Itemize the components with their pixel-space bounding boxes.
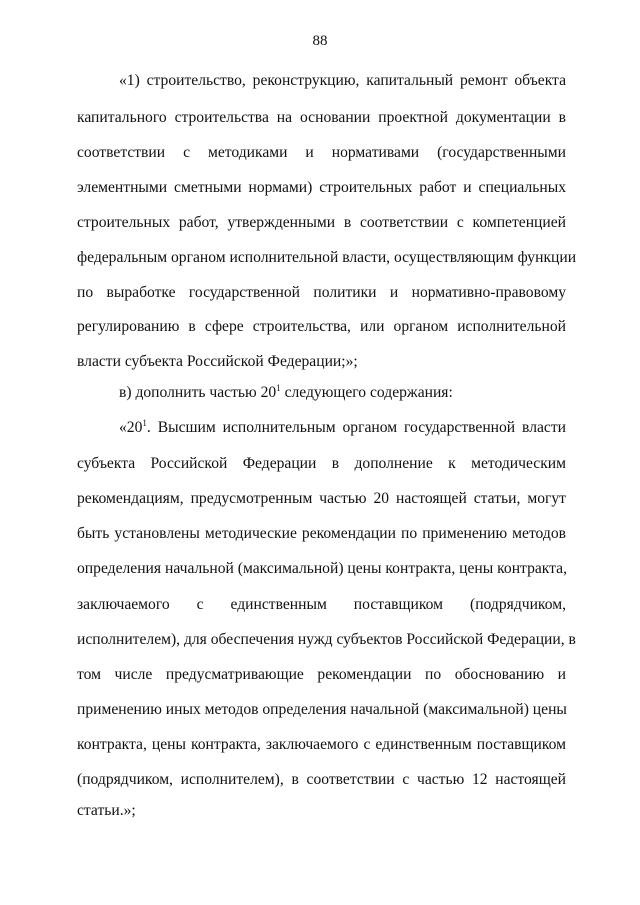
paragraph-2-line-1 [119, 383, 566, 403]
paragraph-1-line-5: строительных работ, утвержденными в соответствии с компетенцией [77, 214, 566, 231]
paragraph-3-line-6: заключаемого с единственным поставщиком (подрядчиком, [77, 596, 566, 613]
paragraph-1-line-4: элементными сметными нормами) строительных работ и специальных [77, 179, 566, 196]
paragraph-1-line-9: власти субъекта Российской Федерации;»; [77, 353, 358, 370]
paragraph-3-line-10: контракта, цены контракта, заключаемого с единственным поставщиком [77, 736, 566, 753]
paragraph-3-text-before-sup: «20 [119, 419, 143, 436]
paragraph-3-line-5: определения начальной (максимальной) цены контракта, цены контракта, [77, 560, 567, 577]
paragraph-3-line-3: рекомендациям, предусмотренным частью 20 настоящей статьи, могут [77, 490, 566, 507]
paragraph-1-line-2: капитального строительства на основании проектной документации в [77, 109, 566, 126]
page-number: 88 [312, 33, 328, 49]
paragraph-1-line-7: по выработке государственной политики и нормативно-правовому [77, 284, 566, 301]
paragraph-1-line-8: регулированию в сфере строительства, или органом исполнительной [77, 318, 566, 335]
paragraph-1-line-3: соответствии с методиками и нормативами (государственными [77, 144, 566, 161]
paragraph-3-line-12: статьи.»; [77, 802, 136, 819]
paragraph-3-line-4: быть установлены методические рекомендации по применению методов [77, 525, 566, 542]
paragraph-1-line-1: «1) строительство, реконструкцию, капитальный ремонт объекта [119, 72, 566, 89]
paragraph-3-superscript: 1 [142, 418, 147, 428]
paragraph-3-line-11: (подрядчиком, исполнителем), в соответствии с частью 12 настоящей [77, 771, 566, 788]
paragraph-3-line-2: субъекта Российской Федерации в дополнение к методическим [77, 455, 566, 472]
paragraph-2-text-before-sup: в) дополнить частью 20 [119, 384, 277, 401]
paragraph-3-text-after-sup: . Высшим исполнительным органом государственной власти [146, 419, 566, 436]
paragraph-3-line-8: том числе предусматривающие рекомендации по обоснованию и [77, 666, 566, 683]
paragraph-1-line-6: федеральным органом исполнительной власти, осуществляющим функции [77, 249, 577, 266]
paragraph-3-line-7: исполнителем), для обеспечения нужд субъектов Российской Федерации, в [77, 631, 576, 648]
paragraph-2-text-after-sup: следующего содержания: [280, 384, 453, 401]
paragraph-3-line-9: применению иных методов определения начальной (максимальной) цены [77, 701, 567, 718]
paragraph-2-superscript: 1 [276, 383, 281, 393]
paragraph-3-line-1 [119, 418, 566, 438]
